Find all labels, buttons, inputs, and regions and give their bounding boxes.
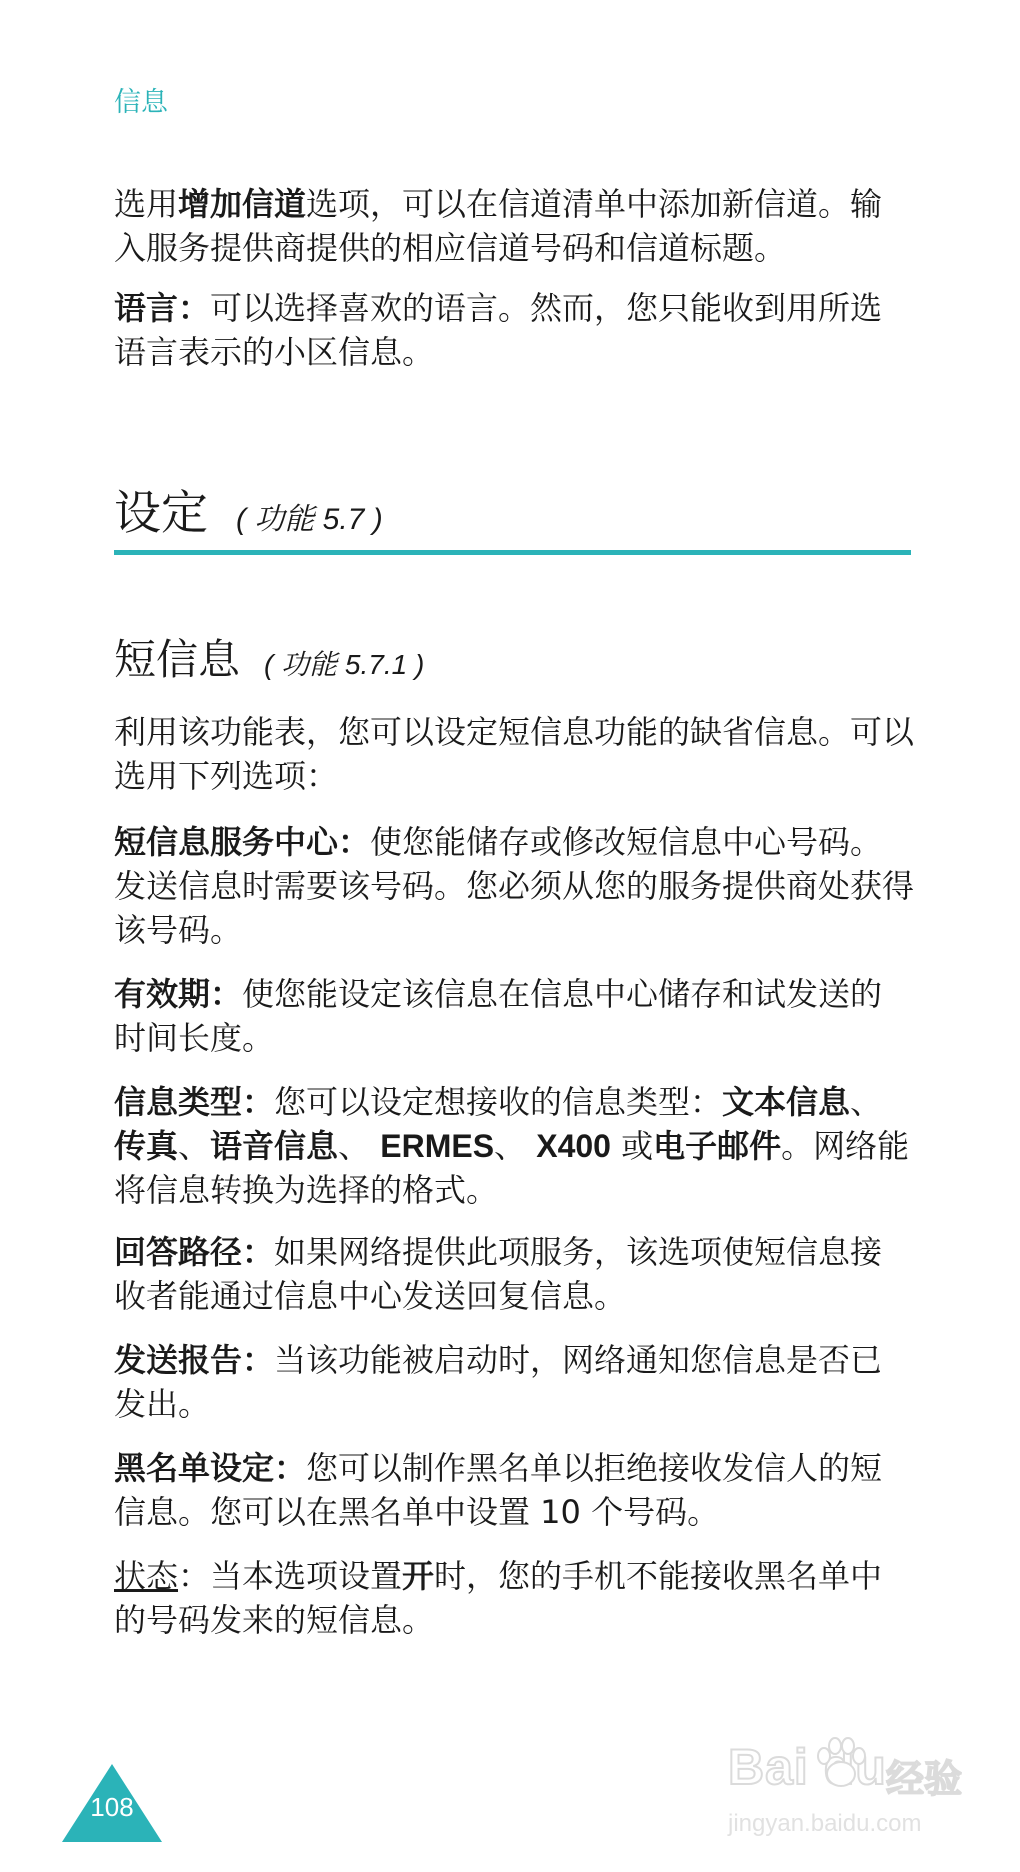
watermark-logo: Bai du bbox=[728, 1739, 887, 1795]
section-divider bbox=[114, 550, 911, 555]
term-delivery-report: 发送报告： bbox=[114, 1341, 275, 1379]
section-function-number: ( 功能 5.7 ) bbox=[236, 503, 383, 536]
paragraph-message-type: 信息类型：您可以设定想接收的信息类型：文本信息、传真、语音信息、 ERMES、 X400 或电子邮件。网络能将信息转换为选择的格式。 bbox=[114, 1083, 910, 1209]
term-language: 语言： bbox=[114, 289, 211, 327]
term-service-center: 短信息服务中心： bbox=[114, 823, 371, 861]
subsection-title: 短信息 ( 功能 5.7.1 ) bbox=[114, 635, 425, 684]
term-add-channel: 增加信道 bbox=[178, 185, 307, 223]
section-title: 设定 ( 功能 5.7 ) bbox=[114, 486, 383, 541]
term-validity: 有效期： bbox=[114, 975, 243, 1013]
term-reply-path: 回答路径： bbox=[114, 1233, 275, 1271]
intro-paragraph-language: 语言：可以选择喜欢的语言。然而，您只能收到用所选语言表示的小区信息。 bbox=[114, 289, 883, 371]
paw-icon bbox=[810, 1732, 872, 1794]
paragraph-blacklist: 黑名单设定：您可以制作黑名单以拒绝接收发信人的短信息。您可以在黑名单中设置 10 个号码。 bbox=[114, 1449, 883, 1531]
watermark-cn: 经验 bbox=[886, 1757, 963, 1801]
watermark-url: jingyan.baidu.com bbox=[728, 1810, 922, 1837]
intro-paragraph-add-channel: 选用增加信道选项，可以在信道清单中添加新信道。输入服务提供商提供的相应信道号码和信道标题。 bbox=[114, 185, 883, 267]
term-message-type: 信息类型： bbox=[114, 1083, 275, 1121]
paragraph-reply-path: 回答路径：如果网络提供此项服务，该选项使短信息接收者能通过信息中心发送回复信息。 bbox=[114, 1233, 883, 1315]
paragraph-delivery-report: 发送报告：当该功能被启动时，网络通知您信息是否已发出。 bbox=[114, 1341, 883, 1423]
paragraph-intro: 利用该功能表，您可以设定短信息功能的缺省信息。可以选用下列选项： bbox=[114, 713, 915, 795]
term-blacklist: 黑名单设定： bbox=[114, 1449, 307, 1487]
paragraph-validity: 有效期：使您能设定该信息在信息中心储存和试发送的时间长度。 bbox=[114, 975, 883, 1057]
paragraph-status: 状态：当本选项设置开时，您的手机不能接收黑名单中的号码发来的短信息。 bbox=[114, 1557, 883, 1639]
baidu-watermark bbox=[728, 1738, 978, 1858]
subsection-function-number: ( 功能 5.7.1 ) bbox=[264, 649, 425, 680]
running-header: 信息 bbox=[114, 87, 168, 118]
term-status: 状态 bbox=[114, 1557, 179, 1595]
page-number: 108 bbox=[90, 1792, 134, 1822]
paragraph-service-center: 短信息服务中心：使您能储存或修改短信息中心号码。发送信息时需要该号码。您必须从您的服务提供商处获得该号码。 bbox=[114, 823, 915, 949]
